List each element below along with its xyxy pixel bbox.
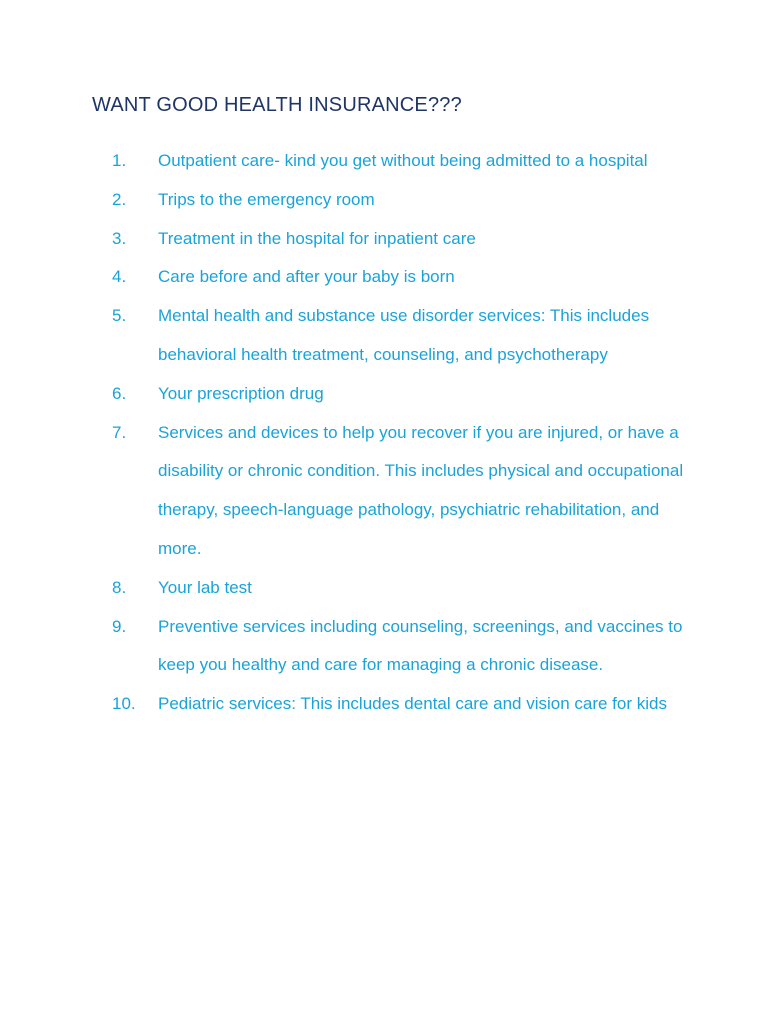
list-item-text: Pediatric services: This includes dental care and vision care for kids bbox=[158, 694, 667, 714]
list-item bbox=[0, 297, 768, 375]
list-item-text: Care before and after your baby is born bbox=[158, 267, 455, 287]
list-item-text: Your lab test bbox=[158, 577, 252, 597]
list-item-text: Treatment in the hospital for inpatient care bbox=[158, 228, 476, 248]
document-title: WANT GOOD HEALTH INSURANCE??? bbox=[92, 94, 462, 116]
list-item-number: 8. bbox=[112, 577, 127, 597]
benefits-list bbox=[0, 142, 768, 724]
list-item-number: 9. bbox=[112, 616, 127, 636]
list-item-text: Your prescription drug bbox=[158, 383, 324, 403]
list-item-number: 4. bbox=[112, 267, 127, 287]
list-item bbox=[0, 220, 768, 259]
list-item bbox=[0, 181, 768, 220]
list-item-text: Preventive services including counseling, screenings, and vaccines to keep you healthy and care for managing a chronic disease. bbox=[158, 616, 683, 675]
list-item-text: Trips to the emergency room bbox=[158, 189, 375, 209]
list-item bbox=[0, 258, 768, 297]
list-item bbox=[0, 685, 768, 724]
list-item-text: Outpatient care- kind you get without being admitted to a hospital bbox=[158, 151, 648, 170]
list-item-number: 7. bbox=[112, 422, 127, 442]
list-item-number: 5. bbox=[112, 306, 127, 326]
list-item-number: 1. bbox=[112, 151, 127, 170]
list-item-number: 3. bbox=[112, 228, 127, 248]
list-item bbox=[0, 375, 768, 414]
list-item bbox=[0, 414, 768, 569]
list-item-text: Mental health and substance use disorder services: This includes behavioral health treatment, counseling, and psychotherapy bbox=[158, 306, 650, 364]
list-item-number: 10. bbox=[112, 694, 136, 714]
list-item-text: Services and devices to help you recover if you are injured, or have a disability or chronic condition. This includes physical and occupational therapy, speech-language pathology, psychiatric rehabilitation, and more. bbox=[158, 422, 684, 558]
list-item bbox=[0, 569, 768, 608]
list-item bbox=[0, 608, 768, 686]
list-item-number: 6. bbox=[112, 383, 127, 403]
list-item bbox=[0, 142, 768, 181]
list-item-number: 2. bbox=[112, 189, 127, 209]
